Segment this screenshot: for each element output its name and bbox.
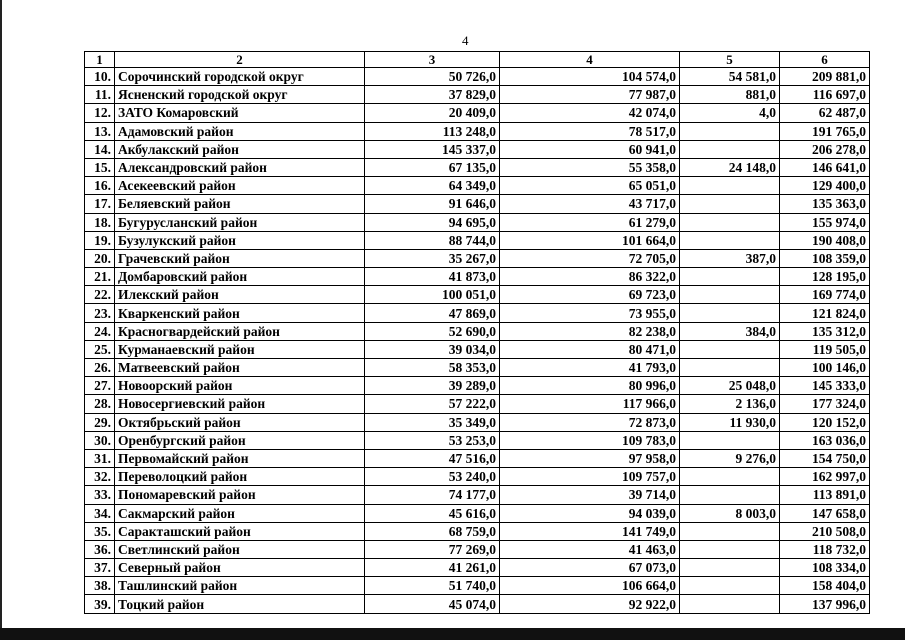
col6-value: 135 363,0 [780, 195, 870, 213]
col3-value: 37 829,0 [365, 86, 500, 104]
municipality-name: Северный район [115, 559, 365, 577]
municipality-name: Ясненский городской округ [115, 86, 365, 104]
row-number: 16. [85, 177, 115, 195]
row-number: 14. [85, 140, 115, 158]
municipality-name: Матвеевский район [115, 359, 365, 377]
col4-value: 41 463,0 [500, 540, 680, 558]
col6-value: 137 996,0 [780, 595, 870, 613]
col4-value: 60 941,0 [500, 140, 680, 158]
col4-value: 72 705,0 [500, 249, 680, 267]
col6-value: 154 750,0 [780, 449, 870, 467]
col3-value: 68 759,0 [365, 522, 500, 540]
col6-value: 108 359,0 [780, 249, 870, 267]
col3-value: 94 695,0 [365, 213, 500, 231]
municipality-name: Октябрьский район [115, 413, 365, 431]
row-number: 26. [85, 359, 115, 377]
scan-bottom-edge [0, 628, 905, 640]
col6-value: 206 278,0 [780, 140, 870, 158]
col6-value: 177 324,0 [780, 395, 870, 413]
col4-value: 61 279,0 [500, 213, 680, 231]
page-number: 4 [462, 33, 469, 48]
municipality-name: Оренбургский район [115, 431, 365, 449]
col5-value [680, 231, 780, 249]
municipality-name: Бугурусланский район [115, 213, 365, 231]
header-cell: 4 [500, 52, 680, 68]
scan-edge [0, 0, 2, 640]
row-number: 35. [85, 522, 115, 540]
table-row [85, 195, 870, 213]
row-number: 37. [85, 559, 115, 577]
row-number: 25. [85, 340, 115, 358]
col5-value [680, 359, 780, 377]
municipality-name: Александровский район [115, 158, 365, 176]
col4-value: 101 664,0 [500, 231, 680, 249]
col3-value: 47 869,0 [365, 304, 500, 322]
row-number: 36. [85, 540, 115, 558]
col3-value: 57 222,0 [365, 395, 500, 413]
table-row [85, 304, 870, 322]
table-header-row [85, 52, 870, 68]
table-row [85, 140, 870, 158]
col6-value: 62 487,0 [780, 104, 870, 122]
col4-value: 55 358,0 [500, 158, 680, 176]
col6-value: 210 508,0 [780, 522, 870, 540]
municipality-name: Беляевский район [115, 195, 365, 213]
municipality-name: Бузулукский район [115, 231, 365, 249]
table-row [85, 377, 870, 395]
col5-value: 54 581,0 [680, 68, 780, 86]
row-number: 11. [85, 86, 115, 104]
header-cell: 5 [680, 52, 780, 68]
table-row [85, 177, 870, 195]
municipality-name: Адамовский район [115, 122, 365, 140]
col6-value: 100 146,0 [780, 359, 870, 377]
col3-value: 67 135,0 [365, 158, 500, 176]
col3-value: 91 646,0 [365, 195, 500, 213]
municipality-name: Ташлинский район [115, 577, 365, 595]
col6-value: 146 641,0 [780, 158, 870, 176]
table-row [85, 468, 870, 486]
col3-value: 58 353,0 [365, 359, 500, 377]
municipality-name: ЗАТО Комаровский [115, 104, 365, 122]
col3-value: 45 074,0 [365, 595, 500, 613]
col3-value: 113 248,0 [365, 122, 500, 140]
col4-value: 41 793,0 [500, 359, 680, 377]
col4-value: 106 664,0 [500, 577, 680, 595]
col5-value [680, 468, 780, 486]
row-number: 24. [85, 322, 115, 340]
col4-value: 65 051,0 [500, 177, 680, 195]
table-row [85, 431, 870, 449]
table-row [85, 486, 870, 504]
col5-value [680, 304, 780, 322]
col3-value: 35 349,0 [365, 413, 500, 431]
municipality-name: Курманаевский район [115, 340, 365, 358]
col3-value: 41 873,0 [365, 268, 500, 286]
col3-value: 100 051,0 [365, 286, 500, 304]
table-row [85, 268, 870, 286]
col3-value: 50 726,0 [365, 68, 500, 86]
municipality-name: Новосергиевский район [115, 395, 365, 413]
col3-value: 64 349,0 [365, 177, 500, 195]
municipality-name: Тоцкий район [115, 595, 365, 613]
col5-value [680, 559, 780, 577]
col4-value: 109 757,0 [500, 468, 680, 486]
municipality-name: Пономаревский район [115, 486, 365, 504]
row-number: 15. [85, 158, 115, 176]
table-row [85, 359, 870, 377]
row-number: 38. [85, 577, 115, 595]
col4-value: 109 783,0 [500, 431, 680, 449]
row-number: 32. [85, 468, 115, 486]
col5-value [680, 122, 780, 140]
col5-value: 11 930,0 [680, 413, 780, 431]
col5-value [680, 140, 780, 158]
row-number: 20. [85, 249, 115, 267]
col5-value [680, 268, 780, 286]
row-number: 23. [85, 304, 115, 322]
row-number: 19. [85, 231, 115, 249]
col4-value: 92 922,0 [500, 595, 680, 613]
row-number: 12. [85, 104, 115, 122]
col5-value: 881,0 [680, 86, 780, 104]
municipality-name: Илекский район [115, 286, 365, 304]
col6-value: 147 658,0 [780, 504, 870, 522]
municipality-name: Кваркенский район [115, 304, 365, 322]
col4-value: 80 996,0 [500, 377, 680, 395]
col5-value [680, 431, 780, 449]
col4-value: 69 723,0 [500, 286, 680, 304]
col5-value [680, 577, 780, 595]
table-row [85, 286, 870, 304]
row-number: 33. [85, 486, 115, 504]
col3-value: 39 034,0 [365, 340, 500, 358]
row-number: 18. [85, 213, 115, 231]
col3-value: 77 269,0 [365, 540, 500, 558]
col5-value: 4,0 [680, 104, 780, 122]
col6-value: 129 400,0 [780, 177, 870, 195]
municipality-name: Первомайский район [115, 449, 365, 467]
table-row [85, 231, 870, 249]
col3-value: 41 261,0 [365, 559, 500, 577]
col3-value: 74 177,0 [365, 486, 500, 504]
col3-value: 145 337,0 [365, 140, 500, 158]
col5-value [680, 595, 780, 613]
col4-value: 82 238,0 [500, 322, 680, 340]
municipality-name: Сорочинский городской округ [115, 68, 365, 86]
col4-value: 94 039,0 [500, 504, 680, 522]
col4-value: 141 749,0 [500, 522, 680, 540]
col6-value: 120 152,0 [780, 413, 870, 431]
col3-value: 53 253,0 [365, 431, 500, 449]
row-number: 30. [85, 431, 115, 449]
col6-value: 162 997,0 [780, 468, 870, 486]
col6-value: 191 765,0 [780, 122, 870, 140]
municipality-name: Акбулакский район [115, 140, 365, 158]
row-number: 34. [85, 504, 115, 522]
col5-value: 384,0 [680, 322, 780, 340]
col3-value: 51 740,0 [365, 577, 500, 595]
col3-value: 20 409,0 [365, 104, 500, 122]
table-row [85, 413, 870, 431]
table-row [85, 522, 870, 540]
municipality-name: Красногвардейский район [115, 322, 365, 340]
col4-value: 67 073,0 [500, 559, 680, 577]
table-row [85, 122, 870, 140]
col6-value: 116 697,0 [780, 86, 870, 104]
col6-value: 113 891,0 [780, 486, 870, 504]
row-number: 13. [85, 122, 115, 140]
col5-value [680, 195, 780, 213]
col5-value [680, 340, 780, 358]
col5-value [680, 213, 780, 231]
col5-value [680, 286, 780, 304]
col3-value: 53 240,0 [365, 468, 500, 486]
header-cell: 1 [85, 52, 115, 68]
col4-value: 78 517,0 [500, 122, 680, 140]
col5-value [680, 522, 780, 540]
table-row [85, 395, 870, 413]
municipality-name: Переволоцкий район [115, 468, 365, 486]
row-number: 29. [85, 413, 115, 431]
row-number: 22. [85, 286, 115, 304]
col6-value: 169 774,0 [780, 286, 870, 304]
col5-value: 8 003,0 [680, 504, 780, 522]
table-row [85, 104, 870, 122]
col5-value [680, 540, 780, 558]
municipality-name: Сакмарский район [115, 504, 365, 522]
col6-value: 190 408,0 [780, 231, 870, 249]
col4-value: 39 714,0 [500, 486, 680, 504]
col4-value: 86 322,0 [500, 268, 680, 286]
col6-value: 121 824,0 [780, 304, 870, 322]
col3-value: 45 616,0 [365, 504, 500, 522]
row-number: 39. [85, 595, 115, 613]
col5-value: 25 048,0 [680, 377, 780, 395]
row-number: 28. [85, 395, 115, 413]
table-row [85, 158, 870, 176]
header-cell: 2 [115, 52, 365, 68]
row-number: 27. [85, 377, 115, 395]
col4-value: 104 574,0 [500, 68, 680, 86]
col6-value: 135 312,0 [780, 322, 870, 340]
col4-value: 42 074,0 [500, 104, 680, 122]
row-number: 17. [85, 195, 115, 213]
col3-value: 39 289,0 [365, 377, 500, 395]
col4-value: 77 987,0 [500, 86, 680, 104]
col6-value: 158 404,0 [780, 577, 870, 595]
municipality-name: Грачевский район [115, 249, 365, 267]
table-row [85, 213, 870, 231]
table-row [85, 449, 870, 467]
col5-value [680, 486, 780, 504]
col4-value: 97 958,0 [500, 449, 680, 467]
col5-value: 24 148,0 [680, 158, 780, 176]
row-number: 31. [85, 449, 115, 467]
col6-value: 155 974,0 [780, 213, 870, 231]
col3-value: 88 744,0 [365, 231, 500, 249]
col6-value: 145 333,0 [780, 377, 870, 395]
col4-value: 72 873,0 [500, 413, 680, 431]
table-row [85, 504, 870, 522]
col4-value: 117 966,0 [500, 395, 680, 413]
table-row [85, 595, 870, 613]
table-row [85, 249, 870, 267]
table-body [85, 52, 870, 614]
table-row [85, 68, 870, 86]
col6-value: 108 334,0 [780, 559, 870, 577]
col3-value: 52 690,0 [365, 322, 500, 340]
table-row [85, 86, 870, 104]
table-row [85, 322, 870, 340]
col3-value: 47 516,0 [365, 449, 500, 467]
row-number: 21. [85, 268, 115, 286]
col4-value: 43 717,0 [500, 195, 680, 213]
col6-value: 163 036,0 [780, 431, 870, 449]
table-row [85, 577, 870, 595]
municipality-name: Домбаровский район [115, 268, 365, 286]
table-row [85, 340, 870, 358]
data-table [84, 51, 870, 614]
header-cell: 6 [780, 52, 870, 68]
col5-value: 387,0 [680, 249, 780, 267]
col3-value: 35 267,0 [365, 249, 500, 267]
col4-value: 73 955,0 [500, 304, 680, 322]
col4-value: 80 471,0 [500, 340, 680, 358]
header-cell: 3 [365, 52, 500, 68]
row-number: 10. [85, 68, 115, 86]
municipality-name: Саракташский район [115, 522, 365, 540]
col6-value: 118 732,0 [780, 540, 870, 558]
col6-value: 209 881,0 [780, 68, 870, 86]
municipality-name: Светлинский район [115, 540, 365, 558]
col5-value: 9 276,0 [680, 449, 780, 467]
municipality-name: Новоорский район [115, 377, 365, 395]
col6-value: 128 195,0 [780, 268, 870, 286]
table-row [85, 540, 870, 558]
col5-value: 2 136,0 [680, 395, 780, 413]
col6-value: 119 505,0 [780, 340, 870, 358]
table-row [85, 559, 870, 577]
municipality-name: Асекеевский район [115, 177, 365, 195]
col5-value [680, 177, 780, 195]
